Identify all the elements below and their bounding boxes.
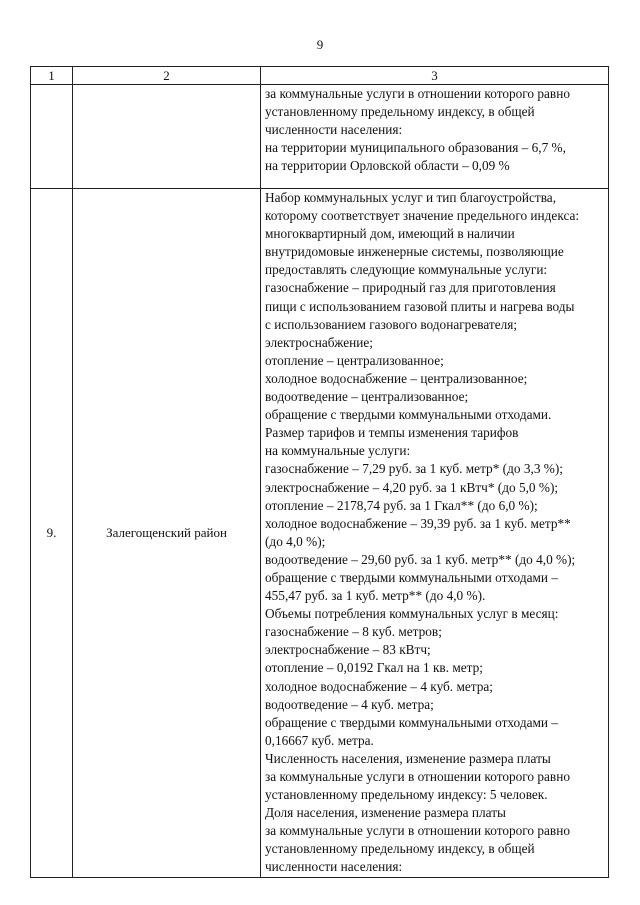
text-line: за коммунальные услуги в отношении которого равно — [265, 823, 570, 839]
text-line: водоотведение – централизованное; — [265, 389, 469, 405]
row-number: 9. — [31, 189, 73, 878]
text-line: установленному предельному индексу, в общей — [265, 104, 535, 120]
text-line: численности населения: — [265, 859, 403, 875]
text-line: холодное водоснабжение – 4 куб. метра; — [265, 678, 493, 694]
text-line: численности населения: — [265, 122, 403, 138]
text-line: холодное водоснабжение – 39,39 руб. за 1 куб. метр** — [265, 515, 571, 531]
text-line: электроснабжение; — [265, 334, 373, 350]
text-line: Набор коммунальных услуг и тип благоустройства, — [265, 190, 557, 205]
empty-cell — [73, 85, 261, 189]
document-table — [30, 66, 609, 878]
text-line: холодное водоснабжение – централизованное; — [265, 370, 528, 386]
page-number: 9 — [316, 37, 324, 52]
text-line: отопление – централизованное; — [265, 352, 444, 368]
text-line: 0,16667 куб. метра. — [265, 732, 374, 748]
text-line: газоснабжение – 7,29 руб. за 1 куб. метр* (до 3,3 %); — [265, 461, 563, 477]
text-line: водоотведение – 29,60 руб. за 1 куб. метр** (до 4,0 %); — [265, 551, 576, 567]
text-line: газоснабжение – природный газ для приготовления — [265, 280, 556, 296]
text-line: пищи с использованием газовой плиты и нагрева воды — [265, 298, 575, 314]
text-line: за коммунальные услуги в отношении которого равно — [265, 86, 570, 101]
district-text — [261, 189, 608, 877]
text-line: 455,47 руб. за 1 куб. метр** (до 4,0 %). — [265, 588, 486, 604]
text-line: на коммунальные услуги: — [265, 443, 411, 459]
text-line: Доля населения, изменение размера платы — [265, 805, 506, 821]
text-line: многоквартирный дом, имеющий в наличии — [265, 226, 515, 242]
text-line: за коммунальные услуги в отношении которого равно — [265, 769, 570, 784]
continued-text — [261, 85, 608, 175]
table-header-row — [31, 67, 609, 85]
text-line: на территории муниципального образования – 6,7 %, — [265, 140, 566, 156]
text-line: отопление – 2178,74 руб. за 1 Гкал** (до 6,0 %); — [265, 497, 538, 513]
text-line: установленному предельному индексу: 5 человек. — [265, 787, 548, 803]
text-line: обращение с твердыми коммунальными отходами – — [265, 714, 558, 730]
text-line: электроснабжение – 4,20 руб. за 1 кВтч* (до 5,0 %); — [265, 479, 559, 495]
table-row-district — [31, 189, 609, 878]
text-line: Численность населения, изменение размера платы — [265, 750, 551, 766]
text-line: отопление – 0,0192 Гкал на 1 кв. метр; — [265, 660, 483, 676]
text-line: предоставлять следующие коммунальные услуги: — [265, 262, 548, 278]
text-line: обращение с твердыми коммунальными отходами – — [265, 569, 558, 585]
text-line: внутридомовые инженерные системы, позволяющие — [265, 244, 564, 260]
district-name: Залегощенский район — [73, 189, 261, 878]
text-line: водоотведение – 4 куб. метра; — [265, 696, 434, 712]
continued-text-cell — [261, 85, 609, 189]
text-line: установленному предельному индексу, в общей — [265, 841, 535, 857]
header-col-1: 1 — [31, 67, 73, 85]
header-col-3: 3 — [261, 67, 609, 85]
empty-cell — [31, 85, 73, 189]
text-line: обращение с твердыми коммунальными отходами. — [265, 407, 552, 423]
text-line: на территории Орловской области – 0,09 % — [265, 158, 510, 174]
text-line: (до 4,0 %); — [265, 533, 326, 549]
text-line: которому соответствует значение предельного индекса: — [265, 208, 580, 224]
text-line: газоснабжение – 8 куб. метров; — [265, 624, 442, 640]
district-text-cell — [261, 189, 609, 878]
text-line: электроснабжение – 83 кВтч; — [265, 642, 431, 658]
table-row-continued — [31, 85, 609, 189]
header-col-2: 2 — [73, 67, 261, 85]
text-line: с использованием газового водонагревателя; — [265, 316, 518, 332]
text-line: Размер тарифов и темпы изменения тарифов — [265, 425, 519, 441]
text-line: Объемы потребления коммунальных услуг в месяц: — [265, 606, 559, 622]
